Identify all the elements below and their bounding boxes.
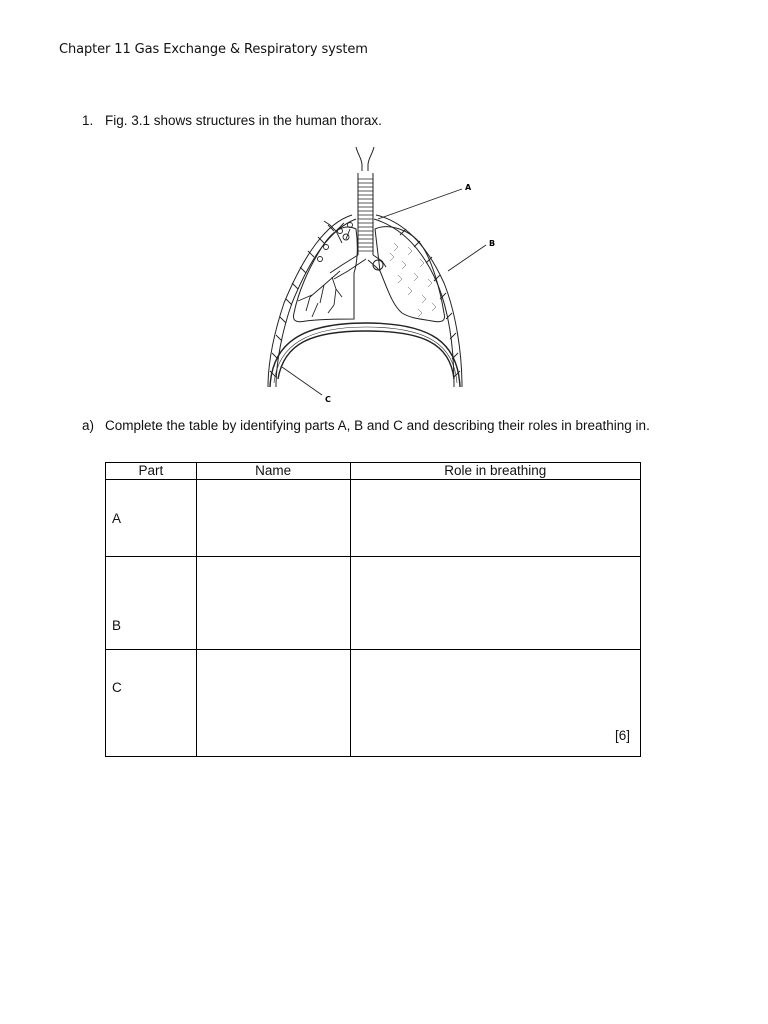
part-cell-b: B <box>106 557 197 650</box>
trachea-rings <box>358 179 373 251</box>
name-cell-a[interactable] <box>196 480 350 557</box>
question-text: Fig. 3.1 shows structures in the human thorax. <box>105 113 382 128</box>
role-cell-c[interactable] <box>350 650 640 757</box>
role-cell-b[interactable] <box>350 557 640 650</box>
page-header: Chapter 11 Gas Exchange & Respiratory system <box>59 42 368 57</box>
diaphragm <box>270 323 460 387</box>
part-cell-c: C <box>106 650 197 757</box>
part-a-instruction <box>82 418 650 433</box>
header-name: Name <box>196 463 350 480</box>
label-line-b <box>448 245 486 271</box>
header-role: Role in breathing <box>350 463 640 480</box>
question-number: 1. <box>82 113 94 128</box>
table-row <box>106 650 641 757</box>
label-c: C <box>325 395 331 404</box>
answer-table <box>105 462 641 757</box>
thorax-diagram <box>262 143 502 405</box>
role-cell-a[interactable] <box>350 480 640 557</box>
label-line-c <box>282 367 322 395</box>
left-lung <box>294 227 358 322</box>
label-a: A <box>465 183 472 192</box>
part-cell-a: A <box>106 480 197 557</box>
bronchioles <box>298 221 353 317</box>
thorax-diagram-svg <box>262 143 502 405</box>
table-row <box>106 557 641 650</box>
name-cell-b[interactable] <box>196 557 350 650</box>
table-row <box>106 480 641 557</box>
larynx <box>356 147 374 171</box>
label-b: B <box>489 239 496 248</box>
alveoli-texture <box>390 243 436 317</box>
chest-wall-left <box>268 215 356 387</box>
marks-total: [6] <box>615 728 631 743</box>
header-part: Part <box>106 463 197 480</box>
question-1 <box>82 113 382 128</box>
part-a-letter: a) <box>82 418 95 433</box>
right-bronchus <box>368 255 386 271</box>
table-header-row <box>106 463 641 480</box>
name-cell-c[interactable] <box>196 650 350 757</box>
part-a-text: Complete the table by identifying parts A, B and C and describing their roles in breathing in. <box>105 418 650 433</box>
label-line-a <box>378 189 462 219</box>
